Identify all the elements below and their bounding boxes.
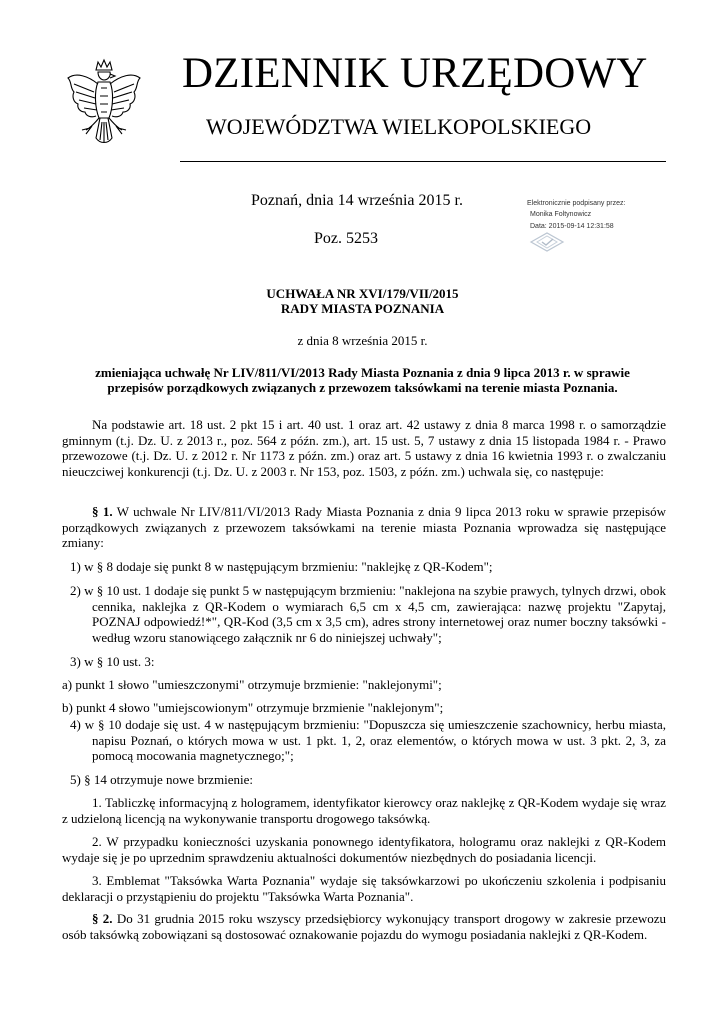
place-date: Poznań, dnia 14 września 2015 r. bbox=[251, 192, 463, 209]
resolution-subject-line1: zmieniająca uchwałę Nr LIV/811/VI/2013 Rady Miasta Poznania z dnia 9 lipca 2013 r. w sprawie bbox=[95, 365, 630, 380]
list-item-3: 3) w § 10 ust. 3: bbox=[70, 654, 155, 669]
resolution-date: z dnia 8 września 2015 r. bbox=[297, 333, 428, 348]
signature-date: Data: 2015-09-14 12:31:58 bbox=[530, 223, 614, 230]
list-item-2: 2) w § 10 ust. 1 dodaje się punkt 5 w następującym brzmieniu: "naklejona na szybie prawych, tylnych drzwi, obok cennika, naklejka z QR-Kodem o wymiarach 6,5 cm x 4,5 cm, zawierająca: nazwę projektu "Zapytaj, POZNAJ odpowiedź!*", QR-Kod (3,5 cm x 3,5 cm), adres strony internetowej oraz numer boczny taksówki - według wzoru stanowiącego załącznik nr 6 do niniejszej uchwały"; bbox=[70, 583, 666, 645]
journal-title: DZIENNIK URZĘDOWY bbox=[182, 50, 648, 97]
resolution-subject-line2: przepisów porządkowych związanych z przewozem taksówkami na terenie miasta Poznania. bbox=[107, 380, 618, 395]
paragraph-1 bbox=[62, 504, 666, 551]
signature-signer: Monika Foltynowicz bbox=[530, 211, 592, 218]
list-item-4: 4) w § 10 dodaje się ust. 4 w następującym brzmieniu: "Dopuszcza się umieszczenie szachownicy, herbu miasta, napisu Poznań, o których mowa w ust. 1 pkt. 1, 2, oraz elementów, o których mowa w ust. 3 pkt. 2, 3, za pomocą mocowania magnetycznego;"; bbox=[70, 717, 666, 764]
list-item-5: 5) § 14 otrzymuje nowe brzmienie: bbox=[70, 772, 254, 787]
paragraph-1-label: § 1. bbox=[92, 504, 113, 519]
resolution-title: UCHWAŁA NR XVI/179/VII/2015 bbox=[266, 286, 459, 301]
paragraph-1-text: W uchwale Nr LIV/811/VI/2013 Rady Miasta Poznania z dnia 9 lipca 2013 roku w sprawie przepisów porządkowych związanych z przewozem taksówkami na terenie miasta Poznania wprowadza się następujące zmiany: bbox=[62, 504, 667, 551]
signature-label: Elektronicznie podpisany przez: bbox=[527, 200, 626, 207]
signature-check-icon bbox=[529, 232, 565, 252]
position-number: Poz. 5253 bbox=[314, 230, 378, 247]
list-item-3b: b) punkt 4 słowo "umiejscowionym" otrzymuje brzmienie "naklejonym"; bbox=[62, 700, 444, 715]
resolution-council: RADY MIASTA POZNANIA bbox=[280, 301, 445, 316]
preamble: Na podstawie art. 18 ust. 2 pkt 15 i art. 40 ust. 1 oraz art. 42 ustawy z dnia 8 marca 1998 r. o samorządzie gminnym (t.j. Dz. U. z 2013 r., poz. 564 z późn. zm.), art. 15 ust. 5, 7 ustawy z dnia 15 listopada 1984 r. - Prawo przewozowe (t.j. Dz. U. z 2012 r. Nr 1173 z późn. zm.) oraz art. 5 ustawy z dnia 16 kwietnia 1993 r. o zwalczaniu nieuczciwej konkurencji (t.j. Dz. U. z 2003 r. Nr 153, poz. 1503, z późn. zm.) uchwala się, co następuje: bbox=[62, 417, 666, 479]
electronic-signature bbox=[527, 198, 647, 254]
section-14-point-3: 3. Emblemat "Taksówka Warta Poznania" wydaje się taksówkarzowi po ukończeniu szkolenia i podpisaniu deklaracji o przystąpieniu do projektu "Taksówka Warta Poznania". bbox=[62, 873, 666, 904]
paragraph-2-label: § 2. bbox=[92, 911, 113, 926]
list-item-3a: a) punkt 1 słowo "umieszczonymi" otrzymuje brzmienie: "naklejonymi"; bbox=[62, 677, 442, 692]
paragraph-2-text: Do 31 grudnia 2015 roku wszyscy przedsiębiorcy wykonujący transport drogowy w zakresie przewozu osób taksówką zobowiązani są dostosować oznakowanie pojazdu do wymogu posiadania naklejki z QR-Kodem. bbox=[62, 911, 667, 942]
section-14-point-2: 2. W przypadku konieczności uzyskania ponownego identyfikatora, hologramu oraz naklejki z QR-Kodem wydaje się je po uprzednim sprawdzeniu aktualności dokumentów niezbędnych do posiadania licencji. bbox=[62, 834, 666, 865]
eagle-emblem-icon bbox=[64, 58, 144, 164]
paragraph-2 bbox=[62, 911, 666, 942]
masthead-divider bbox=[180, 161, 666, 162]
journal-subtitle: WOJEWÓDZTWA WIELKOPOLSKIEGO bbox=[206, 114, 592, 139]
section-14-point-1: 1. Tabliczkę informacyjną z hologramem, identyfikator kierowcy oraz naklejkę z QR-Kodem wydaje się wraz z udzieloną licencją na wykonywanie transportu drogowego taksówką. bbox=[62, 795, 666, 826]
list-item-1: 1) w § 8 dodaje się punkt 8 w następującym brzmieniu: "naklejkę z QR-Kodem"; bbox=[70, 559, 493, 574]
